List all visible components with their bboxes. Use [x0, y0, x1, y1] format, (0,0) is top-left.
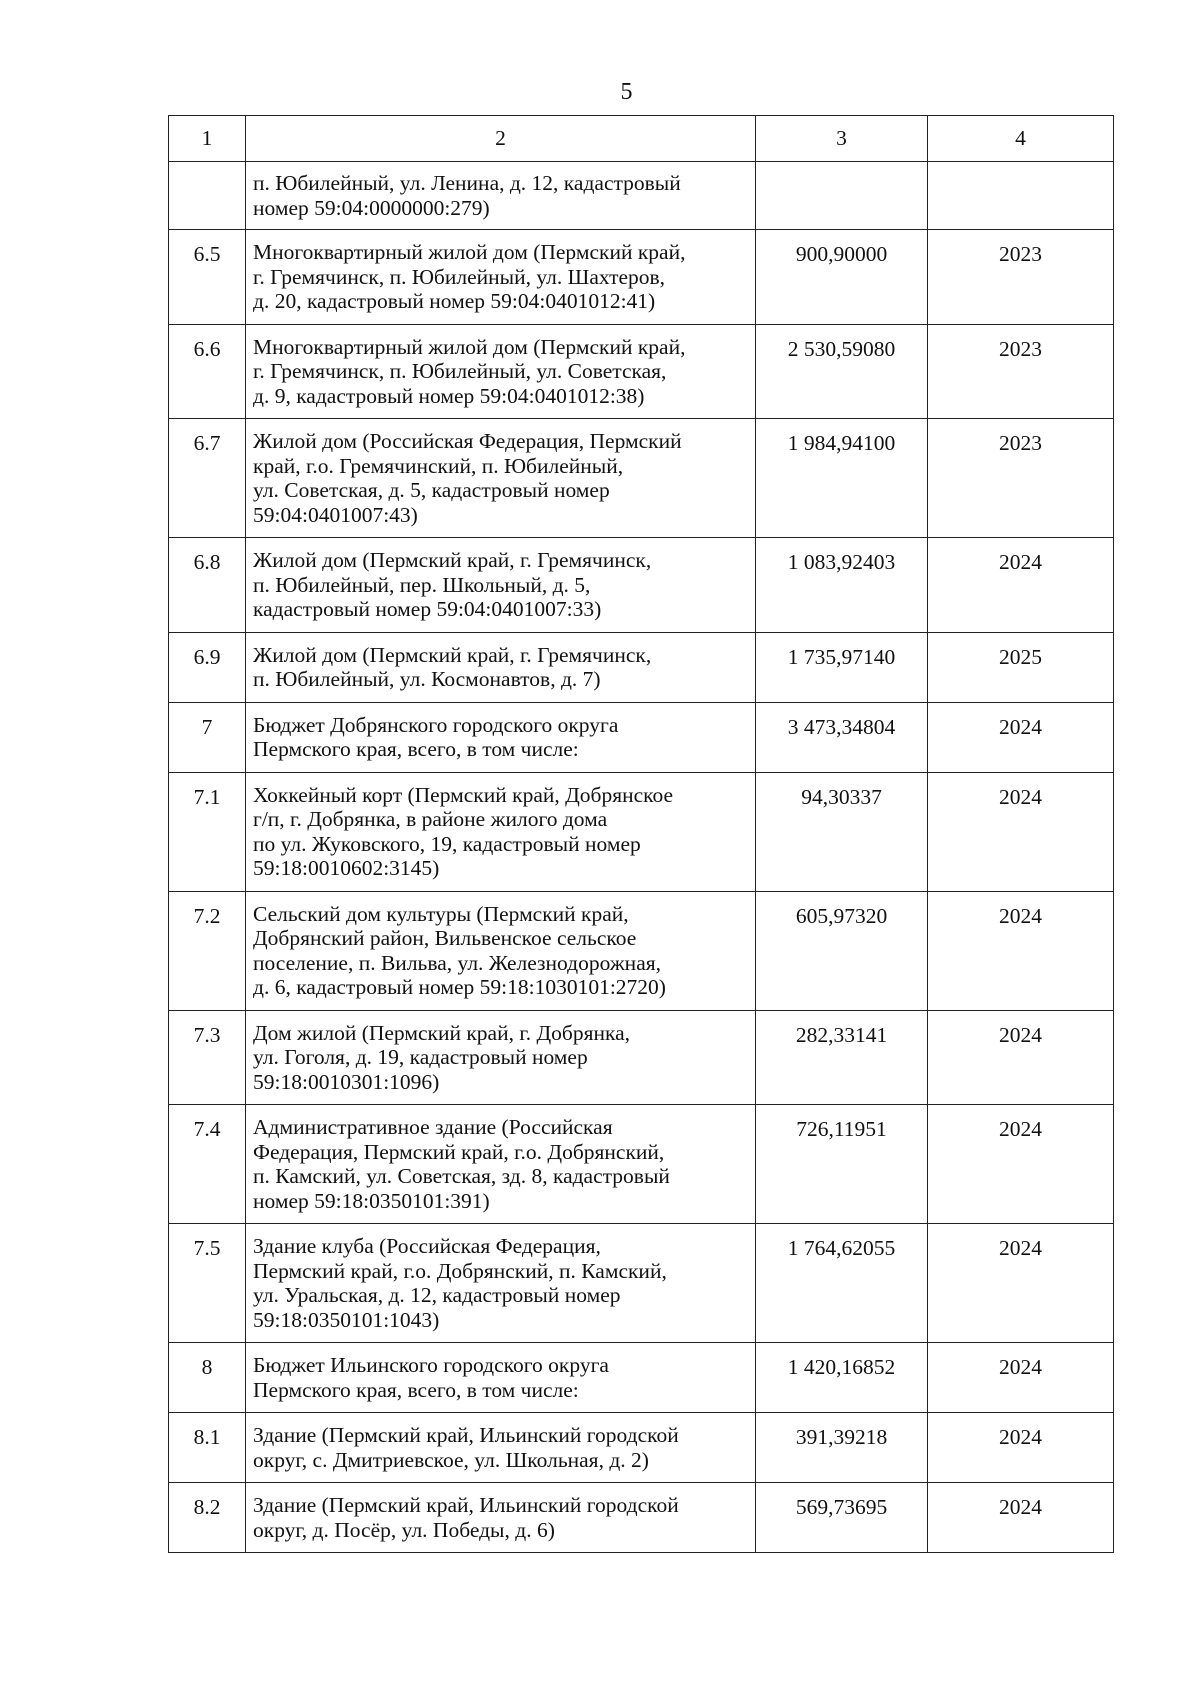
table-row — [169, 230, 1114, 325]
row-amount — [756, 162, 928, 230]
row-number: 8.1 — [169, 1413, 246, 1483]
row-year: 2025 — [928, 632, 1114, 702]
description-line: п. Юбилейный, ул. Космонавтов, д. 7) — [253, 667, 601, 691]
description-line: край, г.о. Гремячинский, п. Юбилейный, — [253, 453, 624, 478]
description-line: Пермского края, всего, в том числе: — [253, 737, 579, 761]
row-number: 6.5 — [169, 230, 246, 325]
row-description — [246, 538, 756, 633]
row-description — [246, 1010, 756, 1105]
description-line: 59:18:0010602:3145) — [253, 856, 440, 880]
row-description — [246, 632, 756, 702]
table-row — [169, 538, 1114, 633]
description-line: номер 59:18:0350101:391) — [253, 1188, 490, 1213]
row-year: 2024 — [928, 1483, 1114, 1553]
table-row — [169, 702, 1114, 772]
table-row — [169, 772, 1114, 891]
row-number: 8 — [169, 1343, 246, 1413]
row-amount: 1 984,94100 — [756, 419, 928, 538]
description-line: Многоквартирный жилой дом (Пермский край, — [253, 334, 686, 359]
row-amount: 726,11951 — [756, 1105, 928, 1224]
row-year: 2024 — [928, 1224, 1114, 1343]
table-body — [169, 162, 1114, 1553]
row-description — [246, 162, 756, 230]
description-line: 59:18:0350101:1043) — [253, 1307, 440, 1332]
table-row — [169, 1483, 1114, 1553]
row-description — [246, 1343, 756, 1413]
row-year — [928, 162, 1114, 230]
row-year: 2024 — [928, 538, 1114, 633]
row-amount: 1 420,16852 — [756, 1343, 928, 1413]
table-row — [169, 891, 1114, 1010]
budget-table — [168, 115, 1114, 1553]
header-col-3: 3 — [756, 116, 928, 162]
description-line: Жилой дом (Пермский край, г. Гремячинск, — [253, 642, 652, 667]
row-year: 2024 — [928, 1343, 1114, 1413]
description-line: ул. Советская, д. 5, кадастровый номер — [253, 478, 610, 502]
table-row — [169, 632, 1114, 702]
row-number: 7.4 — [169, 1105, 246, 1224]
row-description — [246, 1413, 756, 1483]
row-description — [246, 891, 756, 1010]
description-line: Дом жилой (Пермский край, г. Добрянка, — [253, 1020, 631, 1045]
row-year: 2024 — [928, 702, 1114, 772]
description-line: номер 59:04:0000000:279) — [253, 195, 490, 220]
row-number: 7 — [169, 702, 246, 772]
description-line: г. Гремячинск, п. Юбилейный, ул. Советская, — [253, 359, 667, 383]
description-line: д. 20, кадастровый номер 59:04:0401012:41) — [253, 289, 656, 313]
description-line: Здание (Пермский край, Ильинский городской — [253, 1423, 679, 1447]
description-line: д. 6, кадастровый номер 59:18:1030101:2720) — [253, 975, 666, 999]
table-header-row — [169, 116, 1114, 162]
description-line: г/п, г. Добрянка, в районе жилого дома — [253, 807, 608, 831]
description-line: кадастровый номер 59:04:0401007:33) — [253, 597, 602, 621]
description-line: 59:04:0401007:43) — [253, 502, 418, 527]
row-description — [246, 1224, 756, 1343]
row-number: 7.3 — [169, 1010, 246, 1105]
description-line: Административное здание (Российская — [253, 1115, 613, 1139]
table-row — [169, 1413, 1114, 1483]
row-year: 2023 — [928, 324, 1114, 419]
row-year: 2024 — [928, 1010, 1114, 1105]
description-line: поселение, п. Вильва, ул. Железнодорожная, — [253, 950, 661, 975]
description-line: п. Юбилейный, пер. Школьный, д. 5, — [253, 572, 591, 597]
table-row — [169, 1343, 1114, 1413]
row-amount: 3 473,34804 — [756, 702, 928, 772]
row-amount: 391,39218 — [756, 1413, 928, 1483]
table-row — [169, 1105, 1114, 1224]
row-amount: 1 735,97140 — [756, 632, 928, 702]
description-line: округ, с. Дмитриевское, ул. Школьная, д. 2) — [253, 1447, 649, 1472]
row-description — [246, 1483, 756, 1553]
description-line: п. Юбилейный, ул. Ленина, д. 12, кадастровый — [253, 171, 681, 195]
row-number: 7.1 — [169, 772, 246, 891]
description-line: ул. Уральская, д. 12, кадастровый номер — [253, 1283, 621, 1307]
page-number: 5 — [620, 79, 633, 105]
row-amount: 900,90000 — [756, 230, 928, 325]
row-amount: 282,33141 — [756, 1010, 928, 1105]
row-year: 2024 — [928, 1413, 1114, 1483]
description-line: Сельский дом культуры (Пермский край, — [253, 901, 629, 926]
row-number: 6.8 — [169, 538, 246, 633]
row-number: 6.9 — [169, 632, 246, 702]
row-number: 7.5 — [169, 1224, 246, 1343]
row-description — [246, 419, 756, 538]
row-year: 2024 — [928, 1105, 1114, 1224]
row-year: 2024 — [928, 891, 1114, 1010]
description-line: г. Гремячинск, п. Юбилейный, ул. Шахтеров, — [253, 264, 666, 289]
row-amount: 94,30337 — [756, 772, 928, 891]
row-description — [246, 772, 756, 891]
row-description — [246, 230, 756, 325]
table-row — [169, 1010, 1114, 1105]
description-line: округ, д. Посёр, ул. Победы, д. 6) — [253, 1517, 555, 1542]
description-line: по ул. Жуковского, 19, кадастровый номер — [253, 831, 641, 856]
description-line: п. Камский, ул. Советская, зд. 8, кадастровый — [253, 1164, 670, 1188]
description-line: Жилой дом (Российская Федерация, Пермский — [253, 429, 682, 453]
description-line: ул. Гоголя, д. 19, кадастровый номер — [253, 1045, 588, 1069]
description-line: д. 9, кадастровый номер 59:04:0401012:38) — [253, 383, 645, 408]
table-row — [169, 419, 1114, 538]
description-line: Пермский край, г.о. Добрянский, п. Камский, — [253, 1258, 667, 1283]
row-year: 2024 — [928, 772, 1114, 891]
row-number — [169, 162, 246, 230]
row-number: 6.6 — [169, 324, 246, 419]
header-col-1: 1 — [169, 116, 246, 162]
row-year: 2023 — [928, 419, 1114, 538]
description-line: Здание (Пермский край, Ильинский городской — [253, 1493, 679, 1517]
row-amount: 1 083,92403 — [756, 538, 928, 633]
row-year: 2023 — [928, 230, 1114, 325]
row-number: 8.2 — [169, 1483, 246, 1553]
row-description — [246, 1105, 756, 1224]
row-amount: 2 530,59080 — [756, 324, 928, 419]
description-line: Многоквартирный жилой дом (Пермский край, — [253, 240, 686, 264]
description-line: Жилой дом (Пермский край, г. Гремячинск, — [253, 548, 652, 572]
description-line: Здание клуба (Российская Федерация, — [253, 1234, 601, 1258]
table-row — [169, 324, 1114, 419]
description-line: Добрянский район, Вильвенское сельское — [253, 926, 637, 950]
description-line: Хоккейный корт (Пермский край, Добрянское — [253, 782, 674, 807]
table-row — [169, 162, 1114, 230]
description-line: Бюджет Добрянского городского округа — [253, 712, 619, 737]
row-description — [246, 702, 756, 772]
row-description — [246, 324, 756, 419]
header-col-4: 4 — [928, 116, 1114, 162]
row-amount: 605,97320 — [756, 891, 928, 1010]
description-line: Пермского края, всего, в том числе: — [253, 1377, 579, 1402]
row-amount: 569,73695 — [756, 1483, 928, 1553]
header-col-2: 2 — [246, 116, 756, 162]
row-number: 6.7 — [169, 419, 246, 538]
description-line: Федерация, Пермский край, г.о. Добрянский, — [253, 1139, 665, 1164]
row-amount: 1 764,62055 — [756, 1224, 928, 1343]
description-line: 59:18:0010301:1096) — [253, 1069, 440, 1094]
row-number: 7.2 — [169, 891, 246, 1010]
table-row — [169, 1224, 1114, 1343]
description-line: Бюджет Ильинского городского округа — [253, 1353, 609, 1377]
